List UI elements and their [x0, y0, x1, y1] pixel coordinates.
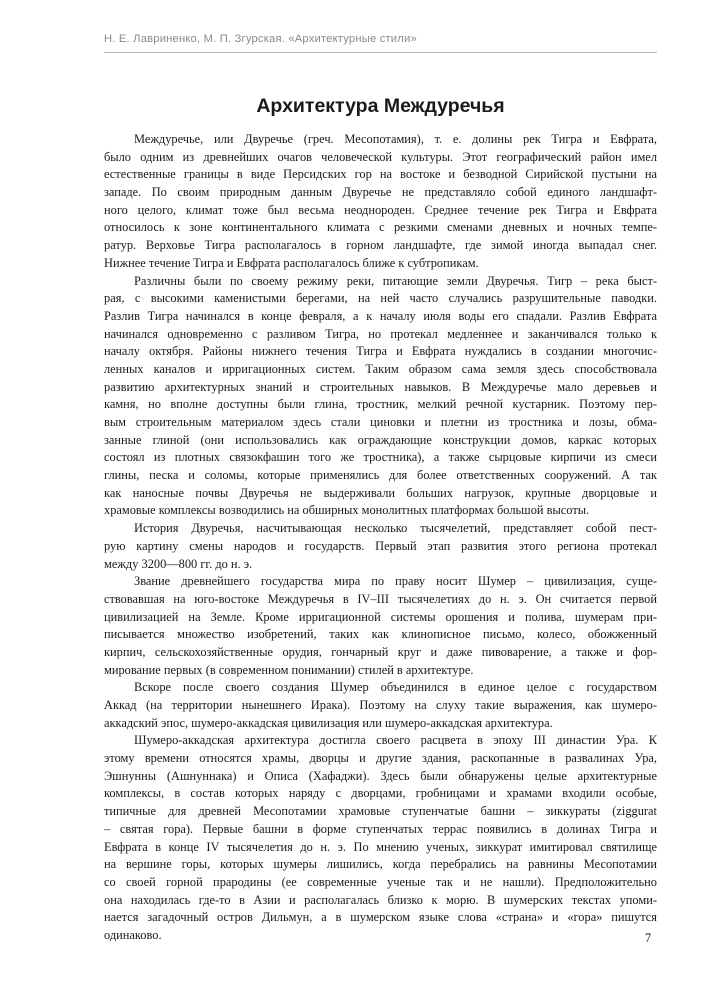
text-line: ствовавшая на юго-востоке Междуречья в IV–III тысячелетиях до н. э. Он считается первой	[104, 591, 657, 606]
text-line: камня, но вполне доступны были глина, тростник, мелкий речной кустарник. Поэтому пер-	[104, 397, 657, 412]
text-line: Вскоре после своего создания Шумер объединился в единое целое с государством	[134, 680, 657, 695]
text-line: цивилизацией на Земле. Кроме ирригационной системы орошения и полива, шумерам при-	[104, 609, 657, 624]
text-line: Разлив Тигра начинался в конце февраля, а к началу июля воды его спадали. Разлив Евфрата	[104, 308, 657, 323]
text-line: Аккад (на территории нынешнего Ирака). Поэтому на слуху такие выражения, как шумеро-	[104, 698, 657, 712]
text-line: было одним из древнейших очагов человеческой культуры. Этот географический район имел	[104, 149, 657, 164]
text-line: писывается множество изобретений, таких как клинописное письмо, колесо, обожженный	[104, 627, 657, 642]
text-line: этому времени относятся храмы, дворцы и другие здания, раскопанные в развалинах Ура,	[104, 751, 657, 766]
text-line: начинался одновременно с разливом Тигра, но протекал медленнее и заканчивался только к	[104, 326, 657, 341]
text-line: западе. По своим природным данным Двуречье не представляло собой единого ландшафт-	[104, 185, 657, 200]
text-line: естественные границы в виде Персидских гор на востоке и безводной Сирийской пустыни на	[104, 167, 657, 182]
text-line: как наносные почвы Двуречья не выдерживали больших нагрузок, крупные дворцовые и	[104, 485, 657, 500]
text-line: – святая гора). Первые башни в форме ступенчатых террас появились в долинах Тигра и	[104, 821, 657, 836]
text-line: аккадский эпос, шумеро-аккадская цивилизация или шумеро-аккадская архитектура.	[104, 715, 553, 730]
text-line: типичные для древней Месопотамии храмовые ступенчатые башни – зиккураты (ziggurat	[104, 804, 657, 819]
text-line: на вершине горы, которых шумеры лишились, когда перебрались на равнины Месопотамии	[104, 857, 657, 872]
text-line: между 3200—800 гг. до н. э.	[104, 556, 253, 571]
text-line: храмовые комплексы возводились на обширных монолитных платформах большой высоты.	[104, 503, 590, 518]
page-title: Архитектура Междуречья	[256, 95, 505, 117]
text-line: нается загадочный остров Дильмун, а в шумерском языке слова «страна» и «гора» пишутся	[104, 910, 657, 925]
paragraph	[104, 273, 657, 521]
text-line: комплексы, в состав которых наряду с дворцами, гробницами и храмами входили особые,	[104, 786, 657, 801]
text-line: началу октября. Районы нижнего течения Тигра и Евфрата нуждались в создании многочис-	[104, 344, 657, 359]
paragraph	[104, 131, 657, 273]
text-line: рую картину смены народов и государств. Первый этап развития этого региона протекал	[104, 538, 657, 553]
text-line: она находилась где-то в Азии и располагалась близко к морю. В шумерских текстах упоми-	[104, 892, 657, 907]
text-line: История Двуречья, насчитывающая несколько тысячелетий, представляет собой пест-	[134, 521, 657, 536]
text-line: ленных каналов и ирригационных систем. Таким образом сама земля здесь способствовала	[104, 361, 657, 376]
header-rule	[104, 52, 657, 53]
page-number: 7	[645, 931, 652, 945]
text-line: развитию архитектурных знаний и строительных навыков. В Междуречье мало деревьев и	[104, 379, 657, 394]
text-line: вым строительным материалом здесь стали циновки и плетни из тростника и лозы, обма-	[104, 415, 657, 429]
article-body	[104, 131, 657, 945]
text-line: ного целого, климат тоже был весьма неоднороден. Среднее течение рек Тигра и Евфрата	[104, 202, 657, 217]
text-line: мирование первых (в современном понимании) стилей в архитектуре.	[104, 662, 474, 677]
text-line: занные глиной (они использовались как ограждающие конструкции домов, каркас которых	[104, 432, 657, 447]
text-line: Нижнее течение Тигра и Евфрата располагалось ближе к субтропикам.	[104, 255, 479, 270]
paragraph	[104, 732, 657, 944]
text-line: кирпич, сельскохозяйственные орудия, гончарный круг и даже пивоварение, а также и фор-	[104, 644, 657, 659]
text-line: относилось к зоне континентального климата с резкими сменами дневных и ночных темпе-	[104, 220, 657, 235]
running-header: Н. Е. Лавриненко, М. П. Згурская. «Архитектурные стили»	[104, 33, 417, 45]
text-line: Шумеро-аккадская архитектура достигла своего расцвета в эпоху III династии Ура. К	[134, 733, 657, 748]
paragraph	[104, 679, 657, 732]
paragraph	[104, 520, 657, 573]
text-line: глины, песка и соломы, которые применялись для более ответственных сооружений. А так	[104, 468, 657, 483]
text-line: Эшнунны (Ашнуннака) и Описа (Хафаджи). Здесь были обнаружены целые архитектурные	[104, 768, 657, 783]
text-line: рая, с высокими каменистыми берегами, на ней часто случались разрушительные паводки.	[104, 291, 657, 306]
text-line: состоял из плотных связокфашин того же тростника), а также сырцовые кирпичи из смеси	[104, 450, 657, 465]
text-line: одинаково.	[104, 927, 162, 942]
text-line: Евфрата в конце IV тысячелетия до н. э. По мнению ученых, зиккурат имитировал святилище	[104, 839, 657, 854]
text-line: Различны были по своему режиму реки, питающие земли Двуречья. Тигр – река быст-	[134, 273, 657, 288]
text-line: со своей горной прародины (ее современные ученые так и не нашли). Предположительно	[104, 874, 657, 889]
paragraph	[104, 573, 657, 679]
text-line: ратур. Верховье Тигра располагалось в горном ландшафте, где зимой иногда выпадал снег.	[104, 238, 657, 253]
text-line: Междуречье, или Двуречье (греч. Месопотамия), т. е. долины рек Тигра и Евфрата,	[134, 132, 657, 146]
text-line: Звание древнейшего государства мира по праву носит Шумер – цивилизация, суще-	[134, 574, 657, 589]
